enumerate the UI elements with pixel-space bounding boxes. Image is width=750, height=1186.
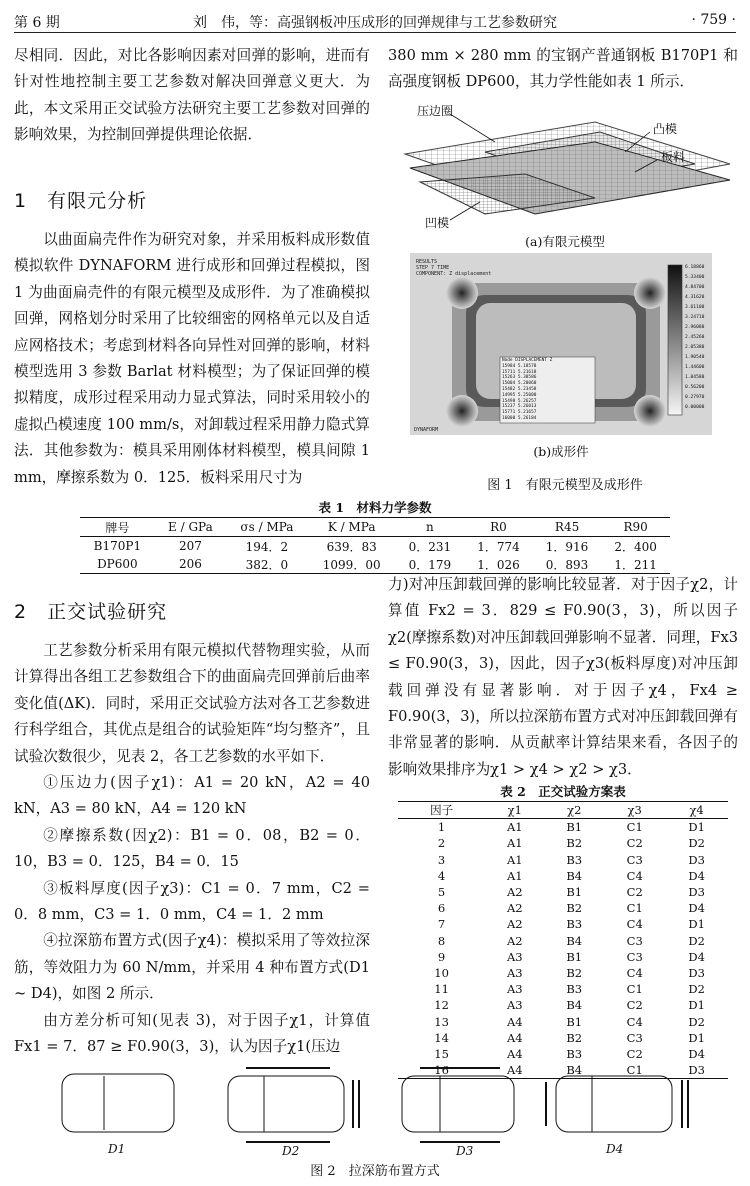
table-header-cell: 牌号 [105, 520, 130, 535]
label-d1: D1 [108, 1142, 126, 1156]
node-table-row: 15711 5.21618 [502, 369, 537, 375]
section-2-paragraph: 工艺参数分析采用有限元模拟代替物理实验，从而计算得出各组工艺参数组合下的曲面扁壳回弹前后曲率变化值(ΔK)．同时，采用正交试验方法对各工艺参数进行科学组合，其优点是组合的试验矩阵“均匀整齐”，且试验次数很少，见表 2，各工艺参数的水平如下． [14, 642, 370, 765]
right-analysis-paragraph: 力)对冲压卸载回弹的影响比较显著．对于因子χ2，计算值 Fx2 = 3．829 ≤ F0.90(3，3)，所以因子χ2(摩擦系数)对冲压卸载回弹影响不显著．同理，Fx3 ≤ F0.90(3，3)，因此，因子χ3(板料厚度)对冲压卸载回弹没有显著影响．对于因子χ4，Fx4 ≥ F0.90(3，3)，所以拉深筋布置方式对冲压卸载回弹有非常显著的影响．从贡献率计算结果来看，各因子的影响效果排序为χ1 > χ4 > χ2 > χ3． [388, 576, 738, 778]
table-cell: D2 [688, 1014, 705, 1029]
label-d3: D3 [456, 1144, 474, 1158]
table-row [398, 1046, 728, 1062]
table-cell: 194．2 [245, 539, 289, 554]
section-1-heading [14, 186, 370, 213]
table-row [398, 852, 728, 868]
table-cell: 14 [434, 1030, 449, 1045]
issue-number: 第 6 期 [14, 15, 60, 31]
table-cell: B3 [566, 1046, 583, 1061]
table-cell: 3 [437, 852, 446, 867]
table-cell: 11 [434, 982, 449, 997]
contour-value-list [685, 263, 711, 413]
section-2-title: 正交试验研究 [47, 601, 168, 623]
table-cell: 0．231 [408, 539, 452, 554]
table-row [398, 835, 728, 851]
figure-1b-caption: (b)成形件 [533, 444, 589, 459]
table-cell: DP600 [97, 557, 138, 571]
table-cell: C4 [626, 965, 643, 980]
table-row [398, 900, 728, 916]
table-cell: A1 [506, 868, 523, 883]
table-cell: A2 [506, 885, 523, 900]
drawbead-layout-d3 [402, 1068, 514, 1142]
contour-value: 0.27970 [685, 395, 705, 400]
table-cell: D3 [688, 1063, 705, 1078]
table-row [398, 1030, 728, 1046]
figure-1-caption: 图 1 有限元模型及成形件 [487, 478, 643, 493]
node-table-row: 15237 5.26013 [502, 404, 537, 410]
contour-value: 2.05380 [685, 345, 705, 350]
table-cell: A2 [506, 901, 523, 916]
node-table-row: 16000 5.26184 [502, 415, 537, 421]
table-cell: D2 [688, 933, 705, 948]
table-cell: A1 [506, 820, 523, 835]
table-cell: 639．83 [326, 539, 377, 554]
table-row [398, 933, 728, 949]
table-row [80, 537, 670, 556]
table-cell: A3 [506, 998, 523, 1013]
table-row [398, 1013, 728, 1029]
table-cell: C2 [626, 836, 643, 851]
factor-3-levels: ③板料厚度(因子χ3)：C1 = 0．7 mm，C2 = 0．8 mm，C3 = 1．0 mm，C4 = 1．2 mm [14, 879, 370, 924]
table-cell: A4 [506, 1046, 523, 1061]
table-row [398, 868, 728, 884]
table-cell: 0．893 [545, 557, 589, 572]
table-cell: 10 [434, 965, 449, 980]
contour-value: 0.00000 [685, 405, 705, 410]
table-cell: A3 [506, 949, 523, 964]
svg-text:DYNAFORM: DYNAFORM [414, 427, 439, 433]
table-row [398, 949, 728, 965]
node-table-row: 15482 5.23458 [502, 386, 537, 392]
figure-2-caption: 图 2 拉深筋布置方式 [310, 1164, 440, 1179]
table-cell: A4 [506, 1030, 523, 1045]
table-cell: 1 [437, 820, 446, 835]
node-table-header: DISPLACEMENT Z [515, 358, 553, 363]
table-cell: A3 [506, 982, 523, 997]
table-cell: B2 [566, 965, 583, 980]
table-header-cell: E / GPa [168, 520, 213, 534]
table-header-cell: R45 [554, 520, 580, 534]
table-cell: D2 [688, 982, 705, 997]
table-cell: B170P1 [93, 539, 142, 553]
figure-1a-caption: (a)有限元模型 [525, 234, 605, 249]
contour-value: 2.96080 [685, 325, 705, 330]
table-cell: 1099．00 [322, 557, 381, 572]
node-table-row: 15984 5.18578 [502, 363, 537, 369]
section-1-title: 有限元分析 [47, 190, 148, 212]
contour-value: 1.44600 [685, 365, 705, 370]
table-row [398, 884, 728, 900]
fe-model-drawing [395, 102, 735, 230]
table-cell: A4 [506, 1063, 523, 1078]
table-cell: 4 [437, 868, 446, 883]
table-cell: 2．400 [614, 539, 657, 554]
table-row [398, 997, 728, 1013]
table-cell: 207 [178, 539, 202, 553]
table-cell: 7 [437, 917, 446, 932]
table-row [398, 981, 728, 997]
orthogonal-design-table [398, 801, 728, 1079]
table-cell: 9 [437, 949, 446, 964]
table-cell: 8 [437, 933, 446, 948]
table-cell: D1 [688, 917, 705, 932]
table-cell: B4 [566, 1063, 583, 1078]
factor-1-levels: ①压边力(因子χ1)：A1 = 20 kN，A2 = 40 kN，A3 = 80 kN，A4 = 120 kN [14, 774, 370, 818]
section-2-body [14, 638, 370, 1061]
table-cell: B3 [566, 852, 583, 867]
table-1 [80, 517, 670, 574]
table-row [80, 555, 670, 574]
node-table-row: 15498 5.26257 [502, 398, 537, 404]
table-cell: 12 [434, 998, 449, 1013]
drawbead-layout-d2 [228, 1068, 359, 1142]
factor-2-levels: ②摩擦系数(因χ2)：B1 = 0．08，B2 = 0．10，B3 = 0．125，B4 = 0．15 [14, 826, 370, 871]
page-number: · 759 · [691, 12, 736, 28]
section-1-body: 以曲面扁壳件作为研究对象，并采用板料成形数值模拟软件 DYNAFORM 进行成形和回弹过程模拟，图 1 为曲面扁壳件的有限元模型及成形件．为了准确模拟回弹，网格划分时采用了比较细密的网格单元以及自适应网格技术；考虑到材料各向异性对回弹的影响，材料模型选用 3 参数 Barlat 材料模型；为了保证回弹的模拟精度，成形过程采用动力显式算法，同时采用较小的虚拟凸模速度 100 mm/s，对卸载过程采用静力隐式算法．其他参数为：模具采用刚体材料模型，模具间隙 1 mm，摩擦系数为 0．125．板料采用尺寸为 [14, 231, 370, 486]
table-cell: A3 [506, 965, 523, 980]
contour-value: 1.90540 [685, 355, 705, 360]
table-cell: C1 [626, 901, 643, 916]
table-cell: 16 [434, 1063, 449, 1078]
table-cell: B1 [566, 949, 583, 964]
table-cell: A1 [506, 852, 523, 867]
right-intro-paragraph: 380 mm × 280 mm 的宝钢产普通钢板 B170P1 和高强度钢板 DP600，其力学性能如表 1 所示． [388, 47, 738, 91]
table-cell: C4 [626, 917, 643, 932]
svg-text:COMPONENT: Z displacement: COMPONENT: Z displacement [416, 271, 492, 277]
table-header-cell: R0 [490, 520, 507, 534]
table-header-cell: χ2 [567, 803, 582, 818]
table-cell: A1 [506, 836, 523, 851]
table-cell: B2 [566, 836, 583, 851]
label-sheet: 板料 [661, 150, 686, 164]
contour-value: 4.84700 [685, 285, 705, 290]
table-cell: 1．026 [477, 557, 520, 572]
running-title: 刘 伟，等：高强钢板冲压成形的回弹规律与工艺参数研究 [193, 15, 557, 31]
table-cell: D4 [688, 901, 705, 916]
table-cell: D4 [688, 949, 705, 964]
table-cell: B2 [566, 901, 583, 916]
table-cell: C3 [626, 949, 643, 964]
table-cell: 382．0 [245, 557, 289, 572]
svg-text:RESULTS: RESULTS [416, 259, 438, 265]
table-cell: D2 [688, 836, 705, 851]
section-1-number: 1 [14, 190, 28, 212]
table-header-cell: n [426, 520, 434, 534]
section-2-heading [14, 597, 370, 624]
contour-value: 6.18860 [685, 265, 705, 270]
table-cell: D3 [688, 852, 705, 867]
variance-analysis-paragraph: 由方差分析可知(见表 3)，对于因子χ1，计算值 Fx1 = 7．87 ≥ F0.90(3，3)，认为因子χ1(压边 [14, 1011, 370, 1056]
table-cell: D1 [688, 820, 705, 835]
table-cell: 13 [434, 1014, 449, 1029]
table-header-cell: σs / MPa [240, 520, 294, 534]
contour-value: 3.24710 [685, 315, 705, 320]
table-header-cell: χ3 [627, 803, 642, 818]
table-header-row [80, 518, 670, 537]
table-header-cell: χ1 [507, 803, 522, 818]
node-table-row: 15004 5.20060 [502, 381, 537, 387]
table-cell: C1 [626, 820, 643, 835]
left-intro-paragraph: 尽相同．因此，对比各影响因素对回弹的影响，进而有针对性地控制主要工艺参数对解决回弹意义更大．为此，本文采用正交试验方法研究主要工艺参数对回弹的影响效果，为控制回弹提供理论依据． [14, 47, 370, 144]
table-cell: 1．774 [477, 539, 520, 554]
label-blankholder: 压边圈 [417, 104, 454, 118]
table-cell: A4 [506, 1014, 523, 1029]
table-cell: B4 [566, 868, 583, 883]
table-header-cell: R90 [623, 520, 648, 534]
table-cell: C3 [626, 933, 643, 948]
figure-1b-formed-part [410, 253, 712, 435]
factor-4-levels: ④拉深筋布置方式(因子χ4)：模拟采用了等效拉深筋，等效阻力为 60 N/mm，并采用 4 种布置方式(D1 ~ D4)，如图 2 所示． [14, 932, 370, 1003]
table-cell: D3 [688, 965, 705, 980]
node-table-row: 15263 5.38586 [502, 375, 537, 381]
table-cell: 2 [437, 836, 446, 851]
contour-value: 5.33400 [685, 275, 705, 280]
label-die: 凹模 [425, 216, 450, 230]
table-1-title: 表 1 材料力学参数 [318, 500, 432, 515]
table-cell: D1 [688, 1030, 705, 1045]
table-2-title: 表 2 正交试验方案表 [500, 784, 626, 799]
table-cell: C2 [626, 998, 643, 1013]
table-cell: 1．916 [545, 539, 589, 554]
figure-1a-fe-model [395, 102, 735, 230]
label-d4: D4 [606, 1142, 624, 1156]
table-cell: D4 [688, 1046, 705, 1061]
contour-value: 3.61100 [685, 305, 705, 310]
table-cell: 15 [434, 1046, 449, 1061]
table-cell: B4 [566, 998, 583, 1013]
table-header-cell: χ4 [689, 803, 704, 818]
table-cell: C4 [626, 868, 643, 883]
table-cell: 6 [437, 901, 446, 916]
table-cell: C2 [626, 885, 643, 900]
contour-value: 0.56200 [685, 385, 705, 390]
contour-colorbar [668, 265, 682, 415]
figure-2-drawbead-layouts [60, 1064, 690, 1156]
table-cell: 1．211 [614, 557, 657, 572]
contour-value: 1.04580 [685, 375, 705, 380]
table-cell: B1 [566, 1014, 583, 1029]
table-cell: 0．179 [408, 557, 452, 572]
table-2 [398, 801, 728, 1079]
drawbead-layout-d4 [546, 1076, 688, 1132]
header-rule [14, 32, 736, 33]
material-properties-table [80, 517, 670, 574]
drawbead-diagrams [60, 1064, 690, 1156]
table-cell: B2 [566, 1030, 583, 1045]
table-cell: B3 [566, 982, 583, 997]
table-cell: B4 [566, 933, 583, 948]
svg-text:STEP 7 TIME: STEP 7 TIME [416, 265, 450, 271]
table-cell: D1 [688, 998, 705, 1013]
table-cell: D4 [688, 868, 705, 883]
table-cell: C3 [626, 1030, 643, 1045]
node-table-text [502, 358, 594, 422]
table-row [398, 819, 728, 836]
table-cell: 5 [437, 885, 446, 900]
label-d2: D2 [282, 1144, 300, 1158]
section-2-number: 2 [14, 601, 28, 623]
table-cell: C1 [626, 982, 643, 997]
contour-value: 2.45260 [685, 335, 705, 340]
node-table-row: 15771 5.21657 [502, 410, 537, 416]
label-punch: 凸模 [653, 122, 678, 136]
table-header-cell: K / MPa [327, 520, 376, 534]
table-cell: C4 [626, 1014, 643, 1029]
table-cell: B1 [566, 885, 583, 900]
node-table-row: 14995 5.25000 [502, 392, 537, 398]
node-table-header: Node [502, 358, 513, 363]
table-cell: C1 [626, 1063, 643, 1078]
table-row [398, 916, 728, 932]
table-cell: D3 [688, 885, 705, 900]
drawbead-layout-d1 [62, 1074, 174, 1132]
table-cell: A2 [506, 933, 523, 948]
table-cell: 206 [178, 557, 202, 571]
table-row [398, 965, 728, 981]
table-header-row [398, 802, 728, 819]
table-cell: C2 [626, 1046, 643, 1061]
contour-value: 4.31620 [685, 295, 705, 300]
table-cell: B1 [566, 820, 583, 835]
table-header-cell: 因子 [430, 803, 454, 818]
table-cell: B3 [566, 917, 583, 932]
running-header [14, 8, 736, 32]
table-cell: C3 [626, 852, 643, 867]
table-cell: A2 [506, 917, 523, 932]
